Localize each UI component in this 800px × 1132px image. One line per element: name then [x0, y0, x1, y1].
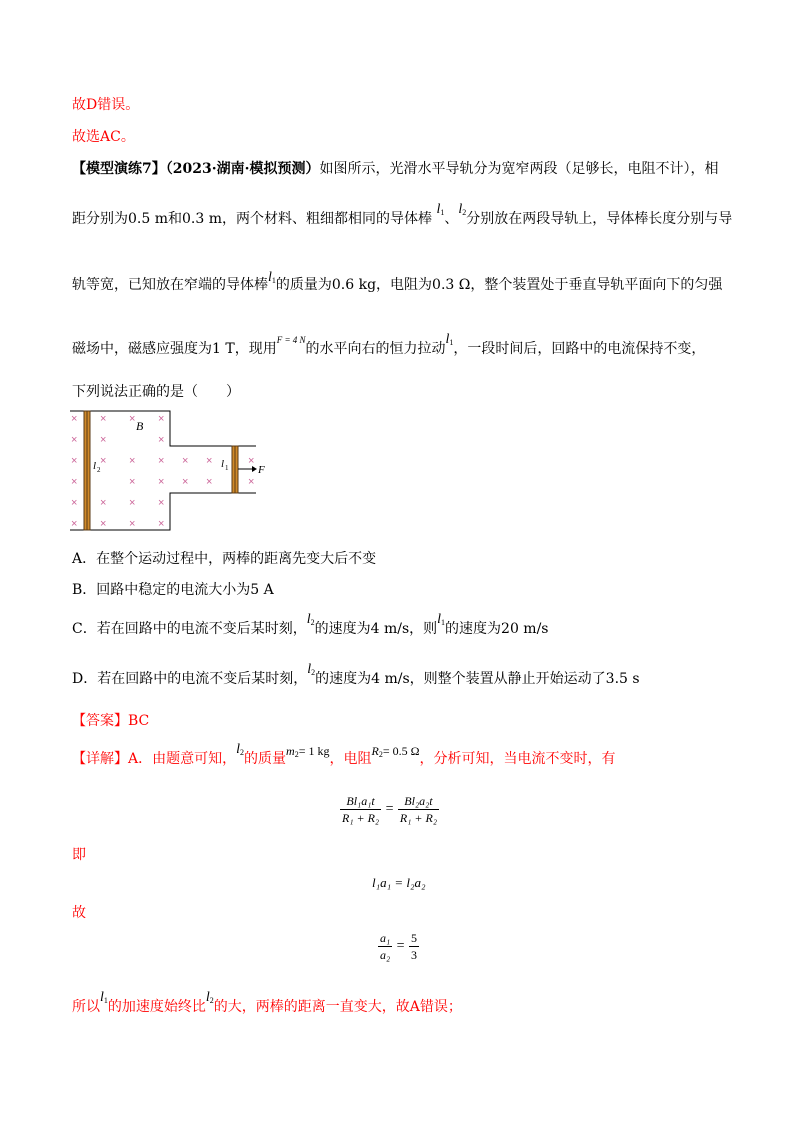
last-line [72, 990, 462, 1015]
gu-line: 故 [72, 905, 86, 921]
sym-sub: 2 [294, 750, 299, 759]
rod-l2-symbol [307, 611, 315, 627]
rod-l1-symbol [437, 611, 445, 627]
cross-mark: × [129, 413, 136, 425]
sym-l: l [436, 202, 441, 217]
cross-mark: × [100, 413, 107, 425]
cross-mark: × [100, 518, 107, 530]
cross-mark: × [129, 497, 136, 509]
rod-l1-label-sub: 1 [225, 464, 229, 472]
rod-l2-label: l [93, 460, 97, 472]
cross-mark: × [129, 518, 136, 530]
cross-mark: × [182, 476, 189, 488]
eq3-right-denominator: 3 [410, 948, 417, 962]
sym-l: l [445, 332, 450, 347]
sym-R: R [371, 744, 379, 758]
sym-l: l [306, 612, 311, 627]
option-c-text-b: 的速度为4 m/s，则 [314, 621, 438, 637]
option-a: A．在整个运动过程中，两棒的距离先变大后不变 [72, 551, 377, 567]
eq1-left-fraction [340, 795, 381, 824]
option-d-text-a: D．若在回路中的电流不变后某时刻， [72, 671, 308, 687]
rod-l1-symbol [268, 269, 276, 285]
problem-text-4c: ，一段时间后，回路中的电流保持不变， [453, 341, 706, 357]
cross-mark: × [100, 434, 107, 446]
cross-mark: × [129, 476, 136, 488]
cross-mark: × [158, 497, 165, 509]
rod-l2-symbol [307, 661, 315, 677]
sym-sub: 2 [240, 748, 245, 757]
rod-l2-symbol [236, 741, 244, 757]
eq3-left-denominator: a₂ [380, 948, 391, 962]
problem-title: 【模型演练7】 [72, 161, 166, 177]
option-d-text-b: 的速度为4 m/s，则整个装置从静止开始运动了3.5 s [315, 671, 640, 687]
cross-mark: × [158, 455, 165, 467]
field-label-B: B [136, 419, 144, 433]
sym-l: l [205, 990, 210, 1005]
cross-mark: × [71, 455, 78, 467]
mass-value: = 1 kg [298, 744, 330, 758]
detail-line [72, 742, 616, 767]
sym-sub: 2 [378, 750, 383, 759]
eq1-right-denominator: R₁ + R₂ [399, 811, 438, 825]
rod-l1-symbol [446, 331, 454, 347]
force-arrow-head [252, 466, 257, 472]
eq3-left-fraction [378, 932, 392, 961]
last-text-a: 所以 [72, 999, 100, 1015]
sym-l: l [437, 612, 442, 627]
last-text-c: 的大，两棒的距离一直变大，故A错误； [213, 999, 462, 1015]
rod-l2-symbol [458, 201, 466, 217]
problem-text-3b: 的质量为0.6 kg，电阻为0.3 Ω，整个装置处于垂直导轨平面向下的匀强 [275, 277, 723, 293]
option-c-text-a: C．若在回路中的电流不变后某时刻， [72, 621, 307, 637]
cross-mark: × [71, 413, 78, 425]
problem-text-2a: 距分别为0.5 m和0.3 m，两个材料、粗细都相同的导体棒 [72, 211, 432, 227]
eq3-equals: = [396, 938, 405, 954]
rod-l1-label: l [221, 458, 225, 470]
choose-line: 故选AC。 [72, 129, 135, 145]
cross-mark: × [158, 518, 165, 530]
sym-sub: 1 [103, 996, 108, 1005]
problem-text-2b: 分别放在两段导轨上，导体棒长度分别与导 [466, 211, 733, 227]
sym-sub: 2 [462, 208, 467, 217]
problem-line-4 [72, 332, 706, 357]
sym-sub: 2 [310, 618, 315, 627]
detail-text-d: ，分析可知，当电流不变时，有 [419, 751, 616, 767]
sym-l: l [268, 270, 272, 285]
cross-mark: × [129, 455, 136, 467]
sym-m: m [286, 744, 295, 758]
problem-line-3 [72, 270, 723, 293]
cross-mark: × [100, 455, 107, 467]
problem-text-4b: 的水平向右的恒力拉动 [305, 341, 446, 357]
resistance-value: = 0.5 Ω [382, 744, 420, 758]
detail-text-a: 【详解】A．由题意可知， [72, 751, 237, 767]
eq3-right-numerator: 5 [410, 931, 417, 945]
cross-mark: × [71, 434, 78, 446]
eq1-right-fraction [398, 795, 439, 824]
answer-line: 【答案】BC [72, 713, 150, 729]
eq1-equals: = [385, 801, 394, 817]
cross-mark: × [248, 476, 255, 488]
option-b: B．回路中稳定的电流大小为5 A [72, 582, 274, 598]
equation-3 [378, 932, 419, 961]
rod-l1-symbol [100, 989, 108, 1005]
separator: 、 [444, 211, 459, 227]
resistance-equation [371, 744, 419, 758]
force-equation: F = 4 N [276, 335, 306, 345]
eq1-left-numerator: Bl₁a₁t [340, 795, 381, 810]
problem-line-1 [72, 162, 718, 176]
sym-l: l [307, 662, 312, 677]
detail-text-b: 的质量 [244, 751, 287, 767]
equation-2: l₁a₁ = l₂a₂ [372, 875, 426, 890]
problem-text-1: 如图所示，光滑水平导轨分为宽窄两段（足够长，电阻不计），相 [319, 161, 719, 177]
problem-text-4a: 磁场中，磁感应强度为1 T，现用 [72, 341, 277, 357]
last-text-b: 的加速度始终比 [107, 999, 206, 1015]
problem-text-3a: 轨等宽，已知放在窄端的导体棒 [72, 277, 268, 293]
rod-l2-symbol [206, 989, 214, 1005]
rod-l1-symbol [436, 201, 444, 217]
cross-mark: × [206, 455, 213, 467]
sym-sub: 2 [209, 996, 214, 1005]
option-c-text-c: 的速度为20 m/s [445, 621, 549, 637]
sym-sub: 2 [311, 668, 316, 677]
problem-line-2 [72, 202, 733, 227]
eq3-left-numerator: a₁ [380, 931, 391, 945]
eq1-right-numerator: Bl₂a₂t [398, 795, 439, 810]
cross-mark: × [158, 476, 165, 488]
eq3-right-fraction [409, 932, 419, 961]
cross-mark: × [182, 455, 189, 467]
sym-l: l [100, 990, 104, 1005]
sym-l: l [458, 202, 463, 217]
ji-line: 即 [72, 847, 86, 863]
cross-mark: × [100, 497, 107, 509]
option-d [72, 662, 640, 687]
force-label-F: F [258, 464, 265, 476]
problem-line-5: 下列说法正确的是（ ） [72, 384, 240, 400]
problem-source: （2023·湖南·模拟预测） [165, 161, 320, 177]
sym-sub: 1 [271, 276, 276, 285]
sym-sub: 1 [449, 338, 454, 347]
sym-l: l [236, 742, 241, 757]
cross-mark: × [71, 518, 78, 530]
eq1-left-denominator: R₁ + R₂ [342, 811, 380, 825]
d-wrong-line: 故D错误。 [72, 97, 140, 113]
equation-1 [340, 795, 439, 824]
cross-mark: × [206, 476, 213, 488]
detail-text-c: ，电阻 [329, 751, 372, 767]
cross-mark: × [158, 434, 165, 446]
rod-l2-label-sub: 2 [97, 466, 101, 474]
rail-diagram [66, 406, 266, 536]
cross-mark: × [248, 455, 255, 467]
sym-sub: 1 [440, 208, 445, 217]
option-c [72, 612, 549, 637]
mass-equation [286, 744, 329, 758]
sym-sub: 1 [441, 618, 446, 627]
cross-mark: × [71, 476, 78, 488]
cross-mark: × [71, 497, 78, 509]
cross-mark: × [158, 413, 165, 425]
